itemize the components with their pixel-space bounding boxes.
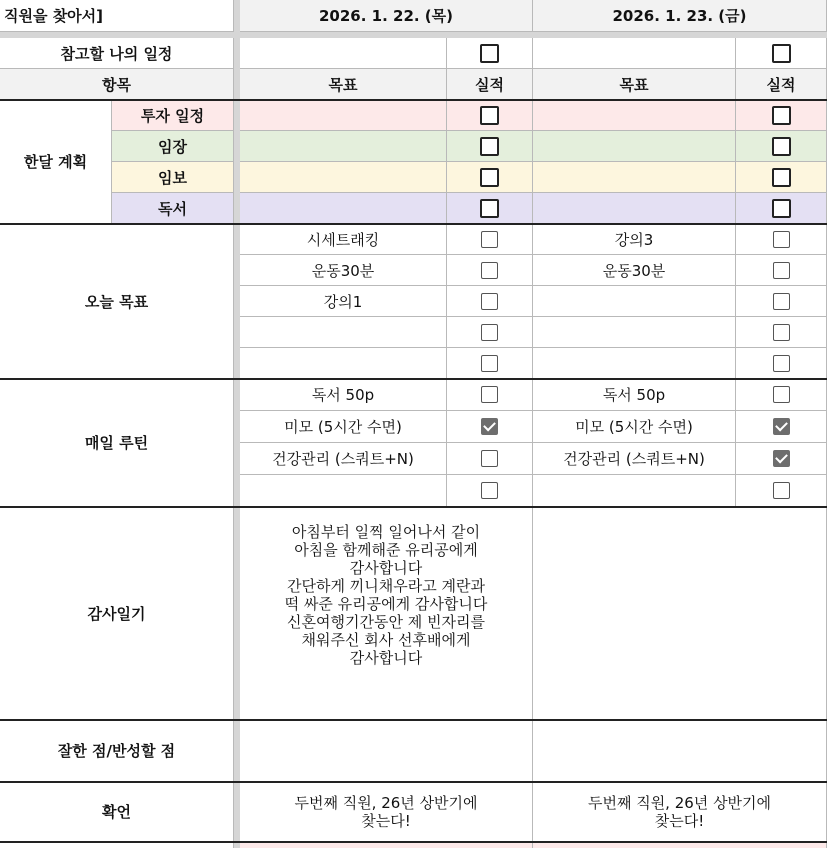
checkbox[interactable] bbox=[481, 355, 498, 372]
monthly-item-reading: 독서 bbox=[112, 193, 234, 224]
checkbox[interactable] bbox=[481, 450, 498, 467]
today-goal-d2-2-check[interactable] bbox=[736, 255, 827, 286]
today-goal-d1-2[interactable]: 운동30분 bbox=[240, 255, 447, 286]
checkbox[interactable] bbox=[773, 262, 790, 279]
section-line bbox=[0, 719, 827, 721]
gratitude-d2[interactable] bbox=[533, 507, 827, 720]
today-goal-d1-3[interactable]: 강의1 bbox=[240, 286, 447, 317]
imbo-d2-check[interactable] bbox=[736, 162, 827, 193]
checkbox[interactable] bbox=[480, 137, 499, 156]
investment-d2-check[interactable] bbox=[736, 100, 827, 131]
checkbox-checked[interactable] bbox=[481, 418, 498, 435]
goal-header-d2: 목표 bbox=[533, 69, 736, 100]
checkbox[interactable] bbox=[772, 199, 791, 218]
routine-d2-3[interactable]: 건강관리 (스쿼트+N) bbox=[533, 443, 736, 475]
checkbox[interactable] bbox=[481, 231, 498, 248]
routine-d1-2[interactable]: 미모 (5시간 수면) bbox=[240, 411, 447, 443]
affirmation-d1-text: 두번째 직원, 26년 상반기에 찾는다! bbox=[294, 793, 478, 830]
checkbox[interactable] bbox=[481, 324, 498, 341]
section-line bbox=[0, 506, 827, 508]
daily-routine-label: 매일 루틴 bbox=[0, 379, 234, 507]
checkbox[interactable] bbox=[480, 44, 499, 63]
checkbox[interactable] bbox=[772, 44, 791, 63]
good-reflect-d1[interactable] bbox=[240, 720, 533, 782]
imjang-d1[interactable] bbox=[240, 131, 447, 162]
today-goal-d2-2[interactable]: 운동30분 bbox=[533, 255, 736, 286]
routine-d2-2-check[interactable] bbox=[736, 411, 827, 443]
today-goal-d1-4[interactable] bbox=[240, 317, 447, 348]
reading-d1[interactable] bbox=[240, 193, 447, 224]
today-goal-d1-1-check[interactable] bbox=[447, 224, 533, 255]
checkbox[interactable] bbox=[772, 168, 791, 187]
today-goal-d2-3-check[interactable] bbox=[736, 286, 827, 317]
today-goal-d1-5[interactable] bbox=[240, 348, 447, 379]
routine-d1-4[interactable] bbox=[240, 475, 447, 507]
gratitude-label: 감사일기 bbox=[0, 507, 234, 720]
reading-d1-check[interactable] bbox=[447, 193, 533, 224]
checkbox[interactable] bbox=[772, 106, 791, 125]
today-goal-d2-5[interactable] bbox=[533, 348, 736, 379]
routine-d1-3[interactable]: 건강관리 (스쿼트+N) bbox=[240, 443, 447, 475]
routine-d2-2[interactable]: 미모 (5시간 수면) bbox=[533, 411, 736, 443]
today-goal-d1-4-check[interactable] bbox=[447, 317, 533, 348]
checkbox[interactable] bbox=[481, 293, 498, 310]
affirmation-d2-text: 두번째 직원, 26년 상반기에 찾는다! bbox=[587, 793, 772, 830]
ref-schedule-d1[interactable] bbox=[240, 38, 447, 69]
checkbox-checked[interactable] bbox=[773, 418, 790, 435]
section-line bbox=[0, 99, 827, 101]
result-header-d2: 실적 bbox=[736, 69, 827, 100]
today-goal-label: 오늘 목표 bbox=[0, 224, 234, 379]
affirmation-d1[interactable] bbox=[240, 782, 533, 842]
today-goal-d1-5-check[interactable] bbox=[447, 348, 533, 379]
ref-schedule-label: 참고할 나의 일정 bbox=[0, 38, 234, 69]
result-header-d1: 실적 bbox=[447, 69, 533, 100]
checkbox[interactable] bbox=[480, 168, 499, 187]
imjang-d2[interactable] bbox=[533, 131, 736, 162]
section-line bbox=[0, 223, 827, 225]
checkbox[interactable] bbox=[773, 293, 790, 310]
goal-header-d1: 목표 bbox=[240, 69, 447, 100]
checkbox[interactable] bbox=[481, 386, 498, 403]
item-header: 항목 bbox=[0, 69, 234, 100]
checkbox[interactable] bbox=[773, 324, 790, 341]
section-line bbox=[0, 841, 827, 843]
gratitude-d1-text: 아침부터 일찍 일어나서 같이 아침을 함께해준 유리공에게 감사합니다 간단하게 끼니채우라고 계란과 떡 싸준 유리공에게 감사합니다 신혼여행기간동안 제 빈자리를 채워주신 회사 선후배에게 감사합니다 bbox=[284, 523, 488, 667]
routine-d2-4-check[interactable] bbox=[736, 475, 827, 507]
header-separator bbox=[0, 32, 827, 38]
routine-d2-4[interactable] bbox=[533, 475, 736, 507]
monthly-item-imjang: 임장 bbox=[112, 131, 234, 162]
date-header-2[interactable]: 2026. 1. 23. (금) bbox=[533, 0, 827, 32]
imbo-d2[interactable] bbox=[533, 162, 736, 193]
affirmation-label: 확언 bbox=[0, 782, 234, 842]
investment-d1[interactable] bbox=[240, 100, 447, 131]
routine-d1-1-check[interactable] bbox=[447, 379, 533, 411]
imbo-d1[interactable] bbox=[240, 162, 447, 193]
monthly-plan-label: 한달 계획 bbox=[0, 100, 112, 224]
imbo-d1-check[interactable] bbox=[447, 162, 533, 193]
today-goal-d2-3[interactable] bbox=[533, 286, 736, 317]
routine-d1-1[interactable]: 독서 50p bbox=[240, 379, 447, 411]
routine-d2-3-check[interactable] bbox=[736, 443, 827, 475]
today-goal-d2-4-check[interactable] bbox=[736, 317, 827, 348]
reading-d2[interactable] bbox=[533, 193, 736, 224]
monthly-item-investment: 투자 일정 bbox=[112, 100, 234, 131]
good-reflect-label: 잘한 점/반성할 점 bbox=[0, 720, 234, 782]
section-line bbox=[0, 378, 827, 380]
checkbox[interactable] bbox=[480, 199, 499, 218]
routine-d2-1-check[interactable] bbox=[736, 379, 827, 411]
date-header-1[interactable]: 2026. 1. 22. (목) bbox=[240, 0, 533, 32]
imjang-d2-check[interactable] bbox=[736, 131, 827, 162]
affirmation-d2[interactable] bbox=[533, 782, 827, 842]
checkbox[interactable] bbox=[773, 231, 790, 248]
routine-d2-1[interactable]: 독서 50p bbox=[533, 379, 736, 411]
today-goal-d2-5-check[interactable] bbox=[736, 348, 827, 379]
good-reflect-d2[interactable] bbox=[533, 720, 827, 782]
checkbox[interactable] bbox=[773, 482, 790, 499]
routine-d1-4-check[interactable] bbox=[447, 475, 533, 507]
ref-schedule-d2[interactable] bbox=[533, 38, 736, 69]
ref-schedule-d1-check[interactable] bbox=[447, 38, 533, 69]
today-goal-d2-1-check[interactable] bbox=[736, 224, 827, 255]
routine-d1-2-check[interactable] bbox=[447, 411, 533, 443]
checkbox[interactable] bbox=[481, 262, 498, 279]
checkbox[interactable] bbox=[481, 482, 498, 499]
routine-d1-3-check[interactable] bbox=[447, 443, 533, 475]
section-line bbox=[0, 781, 827, 783]
checkbox-checked[interactable] bbox=[773, 450, 790, 467]
monthly-item-imbo: 임보 bbox=[112, 162, 234, 193]
checkbox[interactable] bbox=[773, 355, 790, 372]
sheet-title: 직원을 찾아서] bbox=[0, 0, 234, 32]
checkbox[interactable] bbox=[773, 386, 790, 403]
today-goal-d2-1[interactable]: 강의3 bbox=[533, 224, 736, 255]
today-goal-d1-3-check[interactable] bbox=[447, 286, 533, 317]
checkbox[interactable] bbox=[480, 106, 499, 125]
gratitude-d1[interactable] bbox=[240, 507, 533, 720]
investment-d1-check[interactable] bbox=[447, 100, 533, 131]
today-goal-d1-2-check[interactable] bbox=[447, 255, 533, 286]
ref-schedule-d2-check[interactable] bbox=[736, 38, 827, 69]
investment-d2[interactable] bbox=[533, 100, 736, 131]
today-goal-d2-4[interactable] bbox=[533, 317, 736, 348]
reading-d2-check[interactable] bbox=[736, 193, 827, 224]
today-goal-d1-1[interactable]: 시세트래킹 bbox=[240, 224, 447, 255]
checkbox[interactable] bbox=[772, 137, 791, 156]
imjang-d1-check[interactable] bbox=[447, 131, 533, 162]
